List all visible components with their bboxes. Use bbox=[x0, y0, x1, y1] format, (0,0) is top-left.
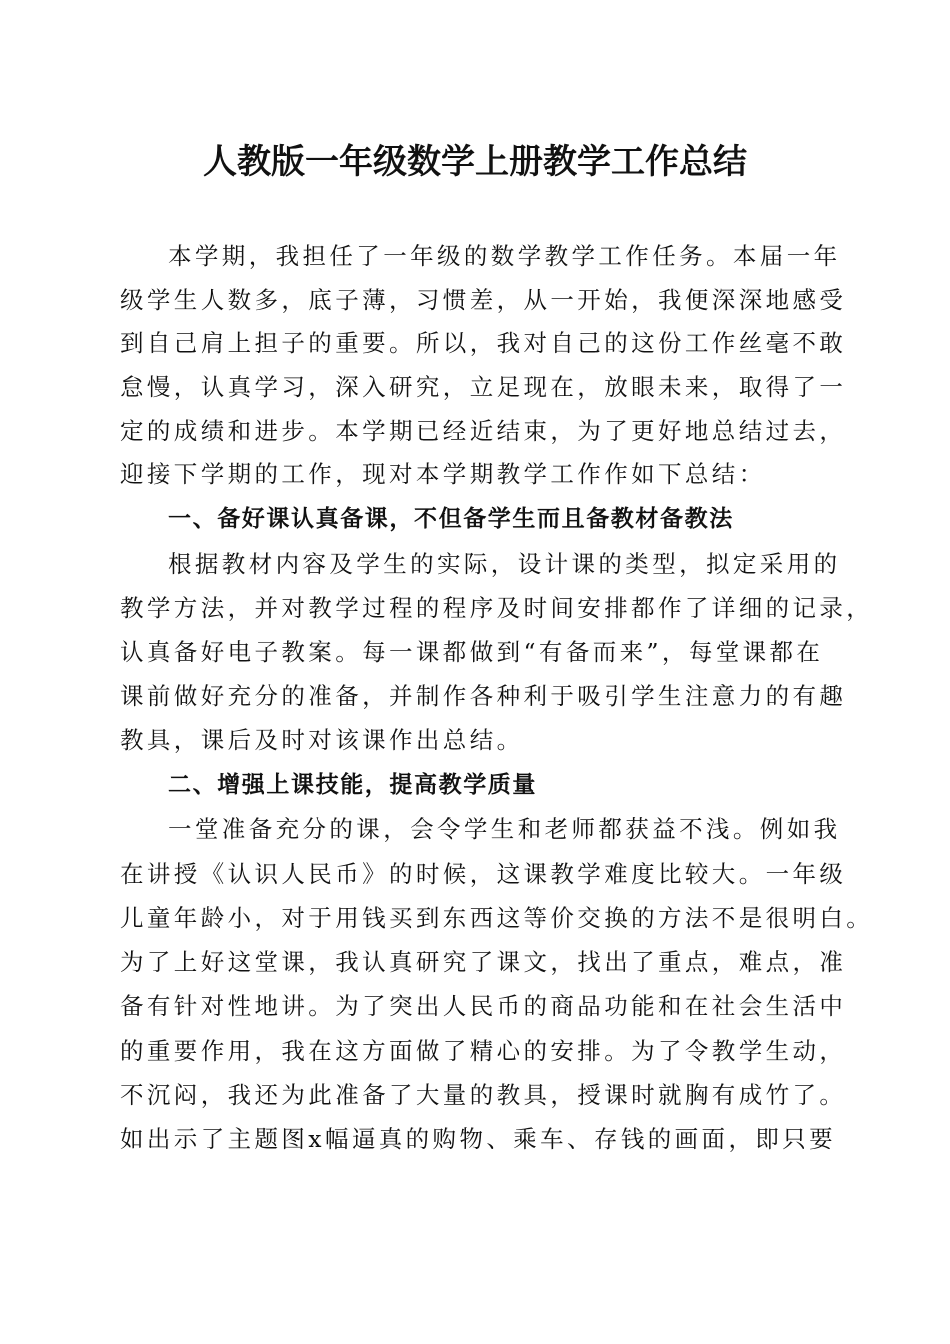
paragraph-line: 迎接下学期的工作，现对本学期教学工作作如下总结： bbox=[120, 460, 766, 488]
paragraph-line: 为了上好这堂课，我认真研究了课文，找出了重点，难点，准 bbox=[120, 948, 847, 976]
paragraph-line: 怠慢，认真学习，深入研究，立足现在，放眼未来，取得了一 bbox=[120, 373, 847, 401]
section-heading-2: 二、增强上课技能，提高教学质量 bbox=[168, 772, 537, 798]
paragraph-line: 课前做好充分的准备，并制作各种利于吸引学生注意力的有趣 bbox=[120, 682, 847, 710]
paragraph-line: 如出示了主题图x幅逼真的购物、乘车、存钱的画面，即只要 bbox=[120, 1125, 837, 1153]
paragraph-line: 在讲授《认识人民币》的时候，这课教学难度比较大。一年级 bbox=[120, 860, 847, 888]
section-heading-1: 一、备好课认真备课，不但备学生而且备教材备教法 bbox=[168, 506, 734, 532]
paragraph-line: 备有针对性地讲。为了突出人民币的商品功能和在社会生活中 bbox=[120, 992, 847, 1020]
paragraph-line: 不沉闷，我还为此准备了大量的教具，授课时就胸有成竹了。 bbox=[120, 1081, 847, 1109]
paragraph-line: 级学生人数多，底子薄，习惯差，从一开始，我便深深地感受 bbox=[120, 286, 847, 314]
document-title: 人教版一年级数学上册教学工作总结 bbox=[203, 142, 747, 182]
paragraph-line: 根据教材内容及学生的实际，设计课的类型，拟定采用的 bbox=[168, 550, 841, 578]
paragraph-line: 儿童年龄小，对于用钱买到东西这等价交换的方法不是很明白。 bbox=[120, 904, 874, 932]
paragraph-line: 教具，课后及时对该课作出总结。 bbox=[120, 726, 524, 754]
paragraph-line: 的重要作用，我在这方面做了精心的安排。为了令教学生动， bbox=[120, 1037, 847, 1065]
paragraph-line: 认真备好电子教案。每一课都做到“有备而来”，每堂课都在 bbox=[120, 638, 824, 666]
paragraph-line: 一堂准备充分的课，会令学生和老师都获益不浅。例如我 bbox=[168, 815, 841, 843]
paragraph-line: 定的成绩和进步。本学期已经近结束，为了更好地总结过去， bbox=[120, 417, 847, 445]
paragraph-line: 教学方法，并对教学过程的程序及时间安排都作了详细的记录， bbox=[120, 594, 874, 622]
paragraph-line: 本学期，我担任了一年级的数学教学工作任务。本届一年 bbox=[168, 242, 841, 270]
paragraph-line: 到自己肩上担子的重要。所以，我对自己的这份工作丝毫不敢 bbox=[120, 329, 847, 357]
